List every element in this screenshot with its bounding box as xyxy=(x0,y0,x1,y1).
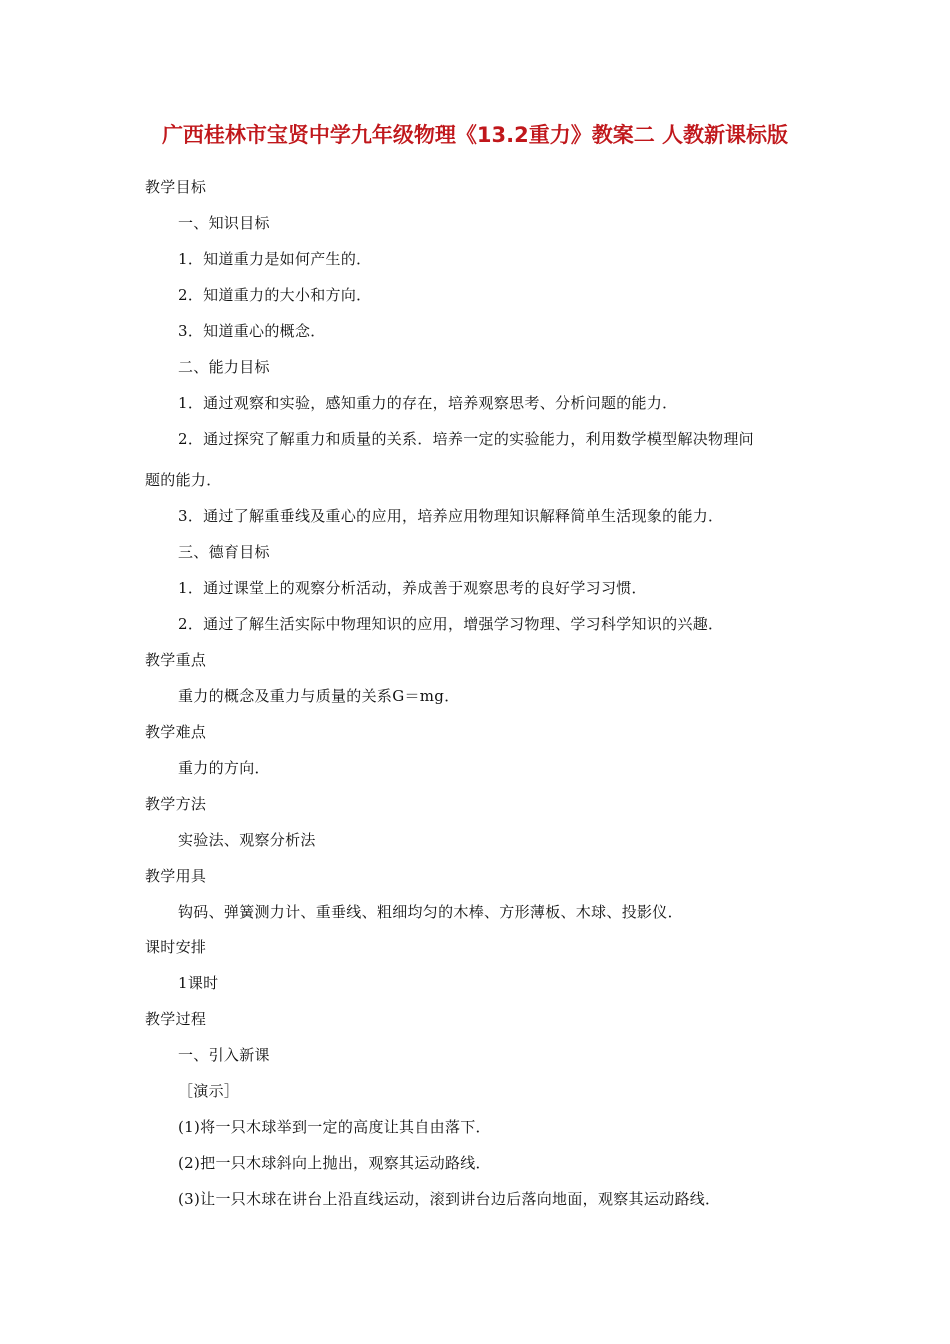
section-heading: 教学方法 xyxy=(145,795,207,813)
demo-label: ［演示］ xyxy=(178,1082,240,1100)
section-heading: 教学目标 xyxy=(145,178,207,196)
subsection-heading: 一、引入新课 xyxy=(178,1046,270,1064)
section-heading: 教学重点 xyxy=(145,651,207,669)
list-item: 3．知道重心的概念． xyxy=(178,322,326,340)
paragraph: 实验法、观察分析法 xyxy=(178,831,316,849)
section-heading: 课时安排 xyxy=(145,938,207,956)
paragraph: 重力的概念及重力与质量的关系G＝mg． xyxy=(178,687,460,705)
list-item: 1．知道重力是如何产生的． xyxy=(178,250,372,268)
subsection-heading: 二、能力目标 xyxy=(178,358,270,376)
subsection-heading: 三、德育目标 xyxy=(178,543,270,561)
list-item: 2．通过探究了解重力和质量的关系．培养一定的实验能力，利用数学模型解决物理问 xyxy=(178,430,754,448)
section-heading: 教学用具 xyxy=(145,867,207,885)
list-item: (3)让一只木球在讲台上沿直线运动，滚到讲台边后落向地面，观察其运动路线． xyxy=(178,1190,721,1208)
section-heading: 教学过程 xyxy=(145,1010,207,1028)
list-item-continuation: 题的能力． xyxy=(145,471,222,489)
document-title: 广西桂林市宝贤中学九年级物理《13.2重力》教案二 人教新课标版 xyxy=(161,123,789,147)
list-item: (2)把一只木球斜向上抛出，观察其运动路线． xyxy=(178,1154,491,1172)
paragraph: 重力的方向． xyxy=(178,759,270,777)
list-item: 2．通过了解生活实际中物理知识的应用，增强学习物理、学习科学知识的兴趣． xyxy=(178,615,724,633)
paragraph: 钩码、弹簧测力计、重垂线、粗细均匀的木棒、方形薄板、木球、投影仪． xyxy=(178,903,683,921)
paragraph: 1课时 xyxy=(178,974,219,992)
section-heading: 教学难点 xyxy=(145,723,207,741)
list-item: 3．通过了解重垂线及重心的应用，培养应用物理知识解释简单生活现象的能力． xyxy=(178,507,724,525)
subsection-heading: 一、知识目标 xyxy=(178,214,270,232)
list-item: (1)将一只木球举到一定的高度让其自由落下． xyxy=(178,1118,491,1136)
list-item: 1．通过课堂上的观察分析活动，养成善于观察思考的良好学习习惯． xyxy=(178,579,647,597)
list-item: 2．知道重力的大小和方向． xyxy=(178,286,372,304)
list-item: 1．通过观察和实验，感知重力的存在，培养观察思考、分析问题的能力． xyxy=(178,394,678,412)
